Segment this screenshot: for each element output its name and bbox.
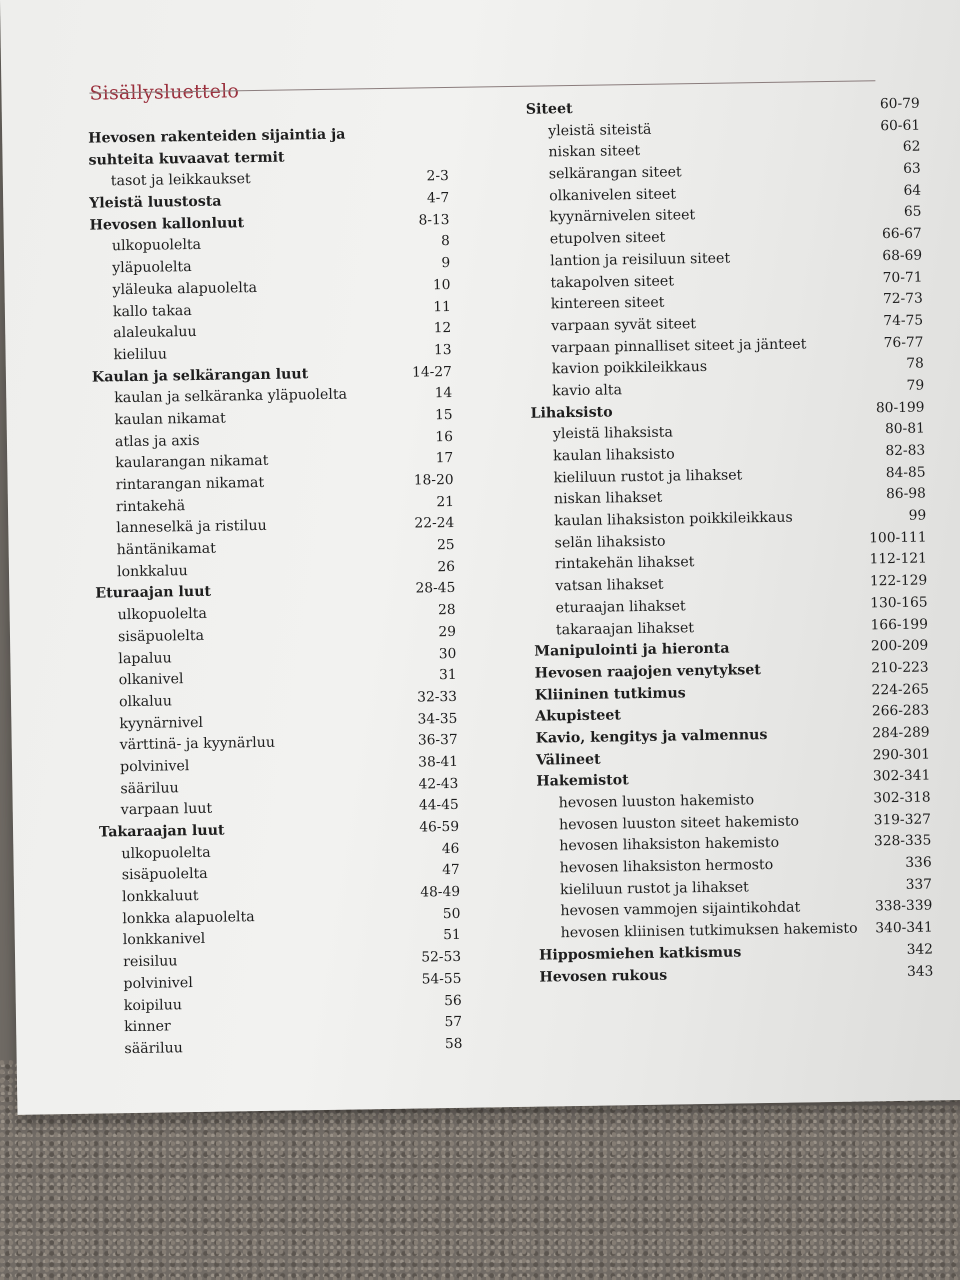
toc-entry-page-number: 31 <box>438 667 457 684</box>
toc-entry-label: värttinä- ja kyynärluu <box>119 735 276 754</box>
toc-entry-page-number: 66-67 <box>881 225 922 243</box>
toc-entry-page-number: 48-49 <box>420 883 461 901</box>
toc-entry-page-number: 38-41 <box>418 753 459 771</box>
toc-entry-label: kieliluun rustot ja lihakset <box>559 879 749 899</box>
toc-entry-page-number: 319-327 <box>873 811 932 829</box>
toc-entry-page-number: 58 <box>444 1035 463 1053</box>
toc-entry-label: kavion poikkileikkaus <box>551 359 708 378</box>
toc-entry-page-number: 25 <box>436 536 455 554</box>
toc-entry-page-number: 64 <box>903 182 922 199</box>
toc-entry-page-number: 336 <box>905 854 932 871</box>
toc-entry-page-number: 18-20 <box>413 471 454 489</box>
toc-entry-page-number: 130-165 <box>870 594 928 612</box>
toc-entry-page-number: 29 <box>438 623 457 641</box>
toc-entry-page-number: 60-61 <box>880 117 921 134</box>
toc-entry-page-number: 46 <box>441 840 460 857</box>
toc-entry-page-number: 284-289 <box>872 724 930 742</box>
toc-entry-page-number: 328-335 <box>873 832 932 850</box>
toc-entry-label: koipiluu <box>123 996 183 1014</box>
toc-entry-page-number: 112-121 <box>869 550 928 568</box>
toc-entry-label: hevosen lihaksiston hermosto <box>559 857 774 877</box>
toc-entry-page-number: 78 <box>906 355 924 373</box>
toc-entry-label: hevosen luuston siteet hakemisto <box>558 813 800 834</box>
toc-entry-label: lonkkaluu <box>116 562 188 580</box>
toc-entry-label: kallo takaa <box>112 302 192 320</box>
toc-entry-page-number: 47 <box>442 862 460 879</box>
toc-entry-label: suhteita kuvaavat termit <box>88 149 285 169</box>
toc-entry-label: lapaluu <box>118 649 172 667</box>
toc-entry-page-number: 4-7 <box>426 190 450 207</box>
toc-entry-label: Hakemistot <box>536 772 629 790</box>
toc-entry-label: ulkopuolelta <box>117 605 208 624</box>
toc-entry-label: varpaan luut <box>120 801 213 819</box>
toc-entry-label: Akupisteet <box>535 707 622 725</box>
toc-entry-label: kaulan lihaksiston poikkileikkaus <box>554 509 793 530</box>
toc-entry-label: takapolven siteet <box>550 272 675 291</box>
toc-entry-page-number: 56 <box>444 992 462 1009</box>
toc-entry-page-number: 338-339 <box>874 897 933 915</box>
toc-entry-label: rintakehän lihakset <box>554 554 695 573</box>
toc-entry-page-number: 342 <box>906 941 934 958</box>
toc-entry-label: yläpuolelta <box>112 259 192 277</box>
toc-entry-label: hevosen lihaksiston hakemisto <box>559 835 780 855</box>
toc-entry-page-number: 34-35 <box>417 710 458 728</box>
toc-entry-label: kyynärnivel <box>119 714 204 732</box>
toc-entry-label: olkanivel <box>118 671 184 689</box>
toc-entry-label: Välineet <box>535 751 601 769</box>
toc-entry-label: Kavio, kengitys ja valmennus <box>535 726 768 747</box>
toc-entry-label: sääriluu <box>120 779 179 797</box>
toc-entry-page-number: 30 <box>438 645 457 662</box>
toc-entry-label: kavio alta <box>552 382 623 400</box>
toc-entry-label: yleistä lihaksista <box>552 424 673 443</box>
toc-entry-page-number: 76-77 <box>883 334 924 351</box>
toc-entry-page-number: 340-341 <box>875 919 933 937</box>
toc-entry-label: kaulan ja selkäranka yläpuolelta <box>114 386 348 407</box>
toc-entry-label: polvinivel <box>123 974 193 992</box>
toc-entry-label: yleistä siteistä <box>548 121 652 140</box>
toc-entry-label: lonkka alapuolelta <box>122 908 255 927</box>
toc-entry-label: varpaan syvät siteet <box>551 315 697 335</box>
toc-entry-page-number: 28-45 <box>415 580 456 597</box>
toc-entry-label: Yleistä luustosta <box>89 193 222 212</box>
page-title: Sisällysluettelo <box>89 80 240 105</box>
toc-entry-page-number: 46-59 <box>419 818 460 836</box>
toc-entry-label: eturaajan lihakset <box>555 598 686 617</box>
toc-entry-page-number: 36-37 <box>417 732 458 749</box>
toc-entry-label: selän lihaksisto <box>554 533 666 552</box>
toc-entry-page-number: 8 <box>440 233 450 250</box>
toc-entry-page-number: 166-199 <box>870 616 929 633</box>
toc-entry-page-number: 52-53 <box>421 949 462 966</box>
toc-entry-label: sisäpuolelta <box>117 627 205 646</box>
toc-entry-page-number: 44-45 <box>418 797 459 814</box>
toc-entry-page-number: 50 <box>442 905 461 922</box>
toc-entry-label: Hevosen rukous <box>539 967 668 986</box>
toc-entry-label: kintereen siteet <box>550 294 665 313</box>
toc-left-column <box>88 123 463 1061</box>
toc-entry-label: kinner <box>124 1018 171 1036</box>
toc-entry-label: rintakehä <box>115 497 186 515</box>
toc-entry-label: Hevosen raajojen venytykset <box>534 662 762 682</box>
toc-entry-page-number: 70-71 <box>882 269 923 286</box>
toc-entry-label: lonkkanivel <box>122 931 206 949</box>
toc-entry-label: Manipulointi ja hieronta <box>534 640 730 660</box>
toc-entry-label: kaulan nikamat <box>114 410 226 429</box>
toc-entry-page-number: 10 <box>432 276 451 294</box>
toc-entry-label: ulkopuolelta <box>121 844 211 862</box>
toc-entry-page-number: 290-301 <box>872 746 931 764</box>
toc-entry-page-number: 80-81 <box>884 420 925 438</box>
toc-entry-label: Kaulan ja selkärangan luut <box>91 365 309 386</box>
toc-entry-label: Eturaajan luut <box>95 584 212 603</box>
toc-entry-label: Takaraajan luut <box>98 822 225 841</box>
toc-entry-page-number: 51 <box>443 927 461 944</box>
toc-entry-label: Hipposmiehen katkismus <box>538 944 742 964</box>
toc-entry-page-number: 72-73 <box>882 290 923 308</box>
toc-entry-page-number: 17 <box>435 450 454 467</box>
toc-entry-label: lanneselkä ja ristiluu <box>116 518 267 537</box>
toc-entry-page-number: 9 <box>441 255 451 272</box>
toc-entry-page-number: 22-24 <box>414 515 455 532</box>
toc-entry-page-number: 86-98 <box>885 485 926 503</box>
toc-entry-page-number: 82-83 <box>885 442 926 460</box>
toc-entry-page-number: 11 <box>433 298 451 315</box>
toc-entry-page-number: 84-85 <box>885 464 926 481</box>
toc-entry-label: Hevosen kallonluut <box>89 214 245 234</box>
toc-entry-label: rintarangan nikamat <box>115 474 265 494</box>
toc-entry-page-number: 68-69 <box>882 247 923 264</box>
toc-entry-page-number: 32-33 <box>417 688 458 706</box>
toc-entry-label: vatsan lihakset <box>555 576 664 595</box>
toc-entry-page-number: 12 <box>433 320 452 337</box>
toc-entry-label: selkärangan siteet <box>548 164 682 183</box>
toc-entry-label: alaleukaluu <box>113 324 197 342</box>
toc-entry-label: ulkopuolelta <box>111 237 202 255</box>
toc-entry-page-number: 80-199 <box>875 399 925 416</box>
toc-entry-page-number: 60-79 <box>879 95 920 113</box>
toc-entry-page-number: 200-209 <box>870 637 929 655</box>
toc-entry-page-number: 57 <box>444 1014 463 1031</box>
toc-entry <box>102 1034 462 1061</box>
toc-entry-page-number: 2-3 <box>426 168 449 185</box>
toc-entry-page-number: 65 <box>903 203 922 221</box>
toc-entry-page-number: 74-75 <box>883 312 924 330</box>
toc-entry-page-number: 62 <box>902 138 921 156</box>
toc-entry-label: Hevosen rakenteiden sijaintia ja <box>88 126 346 147</box>
toc-entry-page-number: 343 <box>906 962 934 980</box>
toc-entry-label: Siteet <box>525 101 573 118</box>
toc-entry-page-number: 26 <box>437 558 456 575</box>
toc-entry-label: hevosen luuston hakemisto <box>558 792 755 812</box>
toc-entry-label: yläleuka alapuolelta <box>112 279 258 299</box>
toc-entry-label: reisiluu <box>123 953 178 971</box>
toc-entry-label: sisäpuolelta <box>121 866 208 884</box>
toc-entry-page-number: 266-283 <box>871 702 930 720</box>
toc-entry-page-number: 42-43 <box>418 775 459 793</box>
toc-entry-page-number: 15 <box>434 406 453 424</box>
toc-entry-page-number: 28 <box>437 602 456 619</box>
toc-entry-page-number: 99 <box>908 507 927 524</box>
toc-entry-page-number: 14 <box>434 385 453 402</box>
toc-entry-label: kieliluun rustot ja lihakset <box>553 467 743 487</box>
toc-entry-page-number: 8-13 <box>418 211 450 229</box>
toc-entry-label: sääriluu <box>124 1040 183 1058</box>
toc-entry-page-number: 54-55 <box>421 970 462 988</box>
toc-right-column <box>526 94 934 989</box>
toc-entry-page-number: 224-265 <box>871 681 930 698</box>
toc-entry-label: hevosen vammojen sijaintikohdat <box>560 899 801 920</box>
toc-entry-page-number: 16 <box>435 428 454 445</box>
toc-entry-label: tasot ja leikkaukset <box>110 171 251 190</box>
toc-entry-label: niskan lihakset <box>553 490 663 508</box>
toc-entry-label: kaulan lihaksisto <box>553 446 675 465</box>
toc-entry-page-number: 210-223 <box>871 659 929 677</box>
toc-entry-label: Kliininen tutkimus <box>534 684 686 704</box>
toc-entry-label: niskan siteet <box>548 143 641 161</box>
toc-entry-label: hevosen kliinisen tutkimuksen hakemisto <box>560 920 858 942</box>
toc-entry-label: kieliluu <box>113 346 168 364</box>
toc-entry-page-number: 63 <box>903 160 921 177</box>
toc-entry-page-number: 100-111 <box>869 529 927 547</box>
toc-entry-label: varpaan pinnalliset siteet ja jänteet <box>551 335 807 356</box>
toc-entry-label: lantion ja reisiluun siteet <box>550 250 731 270</box>
toc-entry-page-number: 337 <box>905 876 933 893</box>
toc-entry-label: kyynärnivelen siteet <box>549 207 696 226</box>
toc-entry-page-number: 79 <box>906 377 925 394</box>
toc-entry-label: kaularangan nikamat <box>115 453 269 472</box>
toc-entry-page-number: 13 <box>433 341 452 359</box>
toc-entry-label: atlas ja axis <box>114 432 200 450</box>
toc-entry-label: etupolven siteet <box>549 229 666 248</box>
toc-entry-label: olkanivelen siteet <box>549 186 677 205</box>
toc-entry-page-number: 302-341 <box>872 767 931 785</box>
toc-entry-label: Lihaksisto <box>530 404 613 422</box>
toc-entry-page-number: 122-129 <box>869 572 928 590</box>
toc-entry-label: olkaluu <box>118 693 173 711</box>
toc-entry-page-number: 21 <box>436 493 455 510</box>
toc-entry-label: häntänikamat <box>116 540 217 559</box>
toc-entry-label: polvinivel <box>119 758 190 776</box>
toc-entry-page-number: 302-318 <box>873 789 931 807</box>
toc-entry-label: takaraajan lihakset <box>555 619 695 638</box>
toc-entry-label: lonkkaluut <box>121 888 199 906</box>
toc-entry-page-number: 14-27 <box>411 363 453 381</box>
